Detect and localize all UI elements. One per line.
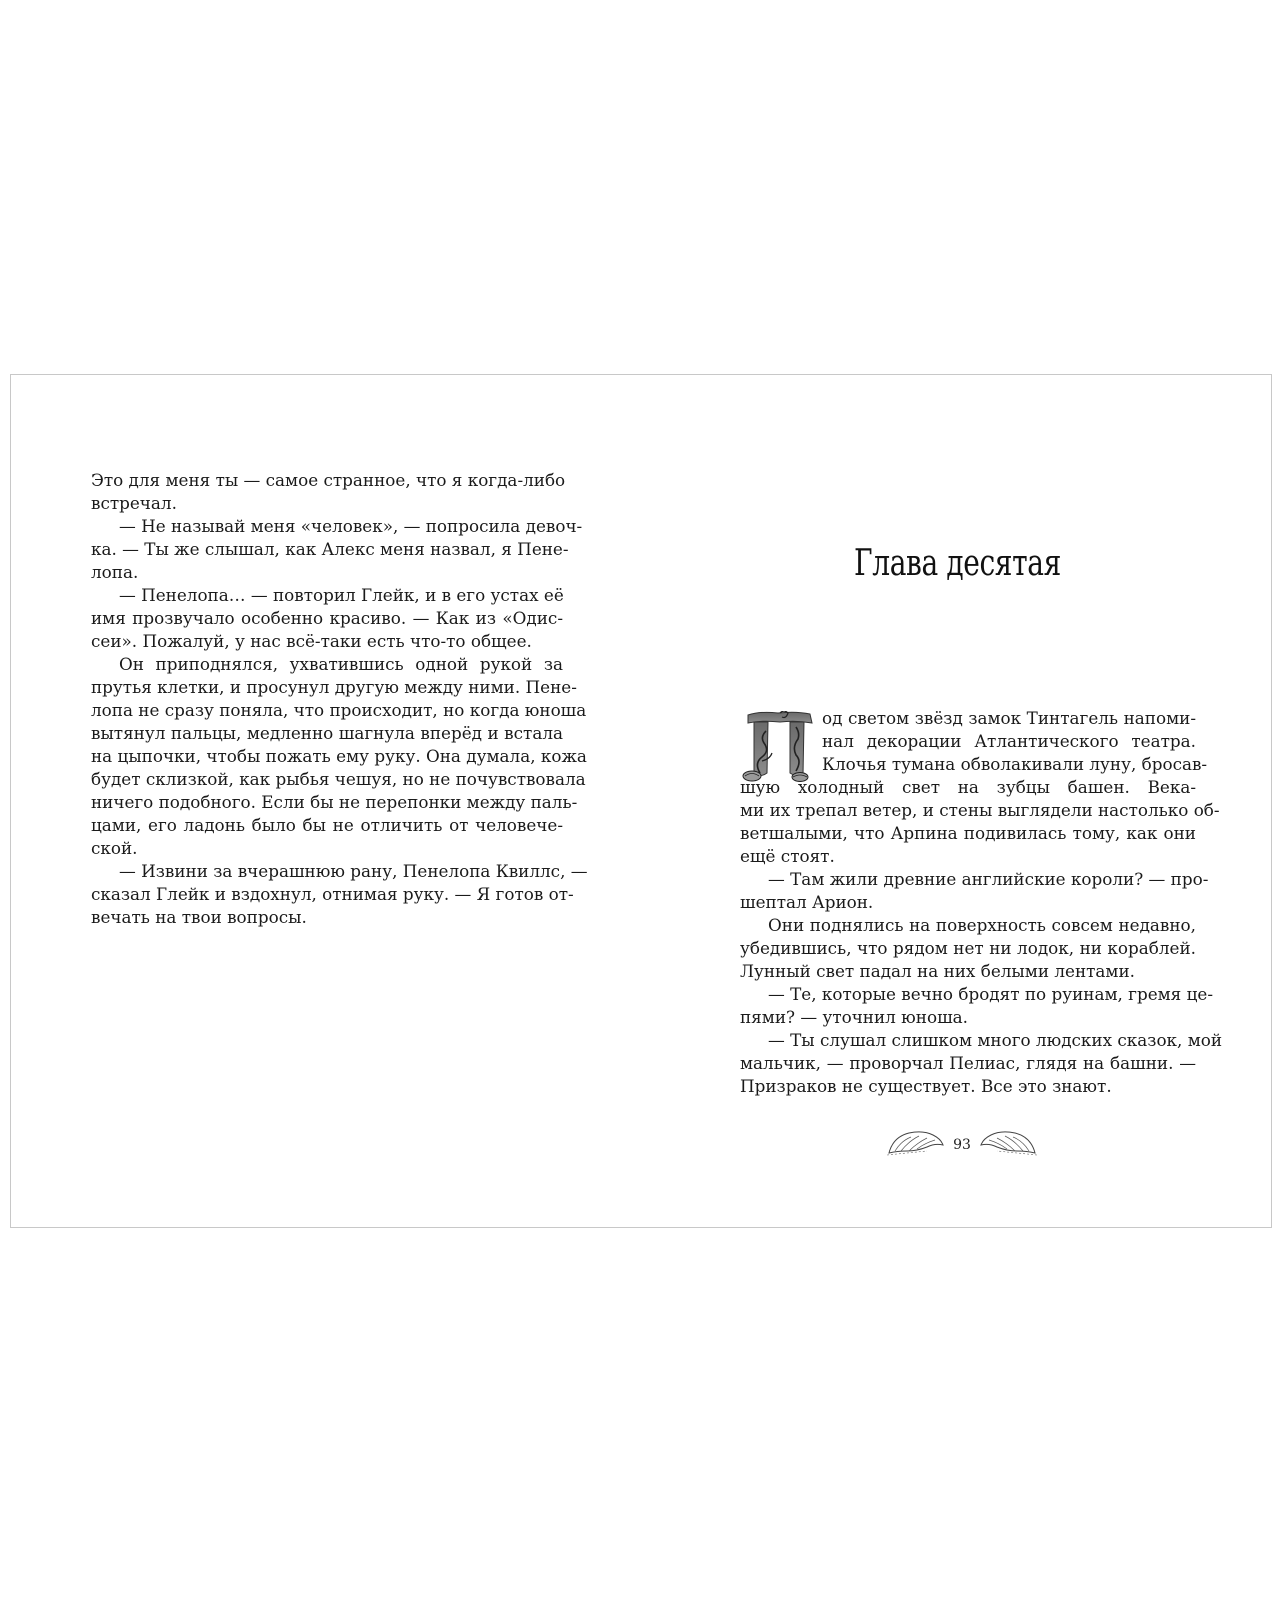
- text-line: нал декорации Атлантического театра.: [822, 731, 1196, 751]
- text-line: будет склизкой, как рыбья чешуя, но не почувствовала: [91, 769, 586, 789]
- text-line: ветшалыми, что Арпина подивилась тому, как они: [740, 823, 1196, 843]
- text-line: цами, его ладонь было бы не отличить от человече-: [91, 815, 563, 835]
- chapter-title: Глава десятая: [854, 543, 1061, 584]
- text-line: шептал Арион.: [740, 892, 874, 912]
- left-page-text: [91, 469, 588, 929]
- text-line: убедившись, что рядом нет ни лодок, ни кораблей.: [740, 938, 1196, 958]
- text-line: сеи». Пожалуй, у нас всё-таки есть что-то общее.: [91, 631, 532, 651]
- text-line: лопа не сразу поняла, что происходит, но когда юноша: [91, 700, 587, 720]
- text-line: сказал Глейк и вздохнул, отнимая руку. — Я готов от-: [91, 884, 574, 904]
- text-line: ской.: [91, 838, 138, 858]
- text-line: ещё стоят.: [740, 846, 835, 866]
- text-line: Это для меня ты — самое странное, что я когда-либо: [91, 470, 566, 490]
- text-line: лопа.: [91, 562, 139, 582]
- text-line: од светом звёзд замок Тинтагель напоми-: [822, 708, 1196, 728]
- text-line: Клочья тумана обволакивали луну, бросав-: [822, 754, 1208, 774]
- text-line: — Те, которые вечно бродят по руинам, гремя це-: [768, 984, 1213, 1004]
- text-line: прутья клетки, и просунул другую между ними. Пене-: [91, 677, 577, 697]
- text-line: на цыпочки, чтобы пожать ему руку. Она думала, кожа: [91, 746, 587, 766]
- page-footer: [887, 1127, 1037, 1161]
- text-line: — Извини за вчерашнюю рану, Пенелопа Квиллс, —: [119, 861, 588, 881]
- right-page-text: [740, 707, 1223, 1098]
- text-line: — Там жили древние английские короли? — про-: [768, 869, 1209, 889]
- text-line: шую холодный свет на зубцы башен. Века-: [740, 777, 1196, 797]
- text-line: вечать на твои вопросы.: [91, 907, 307, 927]
- text-line: Он приподнялся, ухватившись одной рукой за: [119, 654, 563, 674]
- text-line: — Не называй меня «человек», — попросила девоч-: [119, 516, 583, 536]
- text-line: вытянул пальцы, медленно шагнула вперёд и встала: [91, 723, 563, 743]
- text-line: — Пенелопа… — повторил Глейк, и в его устах её: [119, 585, 564, 605]
- text-line: имя прозвучало особенно красиво. — Как из «Одис-: [91, 608, 563, 628]
- shell-ornament-left-icon: [887, 1127, 945, 1157]
- shell-ornament-right-icon: [979, 1127, 1037, 1157]
- text-line: Лунный свет падал на них белыми лентами.: [740, 961, 1135, 981]
- text-line: ка. — Ты же слышал, как Алекс меня назвал, я Пене-: [91, 539, 569, 559]
- text-line: — Ты слушал слишком много людских сказок, мой: [768, 1030, 1223, 1050]
- book-spread: [10, 374, 1272, 1228]
- text-line: ничего подобного. Если бы не перепонки между паль-: [91, 792, 578, 812]
- text-line: встречал.: [91, 493, 177, 513]
- text-line: пями? — уточнил юноша.: [740, 1007, 969, 1027]
- text-line: Они поднялись на поверхность совсем недавно,: [768, 915, 1196, 935]
- text-line: мальчик, — проворчал Пелиас, глядя на башни. —: [740, 1053, 1196, 1073]
- right-page: [642, 375, 1273, 1227]
- left-page: [11, 375, 642, 1227]
- text-line: Призраков не существует. Все это знают.: [740, 1076, 1112, 1096]
- text-line: ми их трепал ветер, и стены выглядели настолько об-: [740, 800, 1220, 820]
- page-number: 93: [953, 1137, 971, 1153]
